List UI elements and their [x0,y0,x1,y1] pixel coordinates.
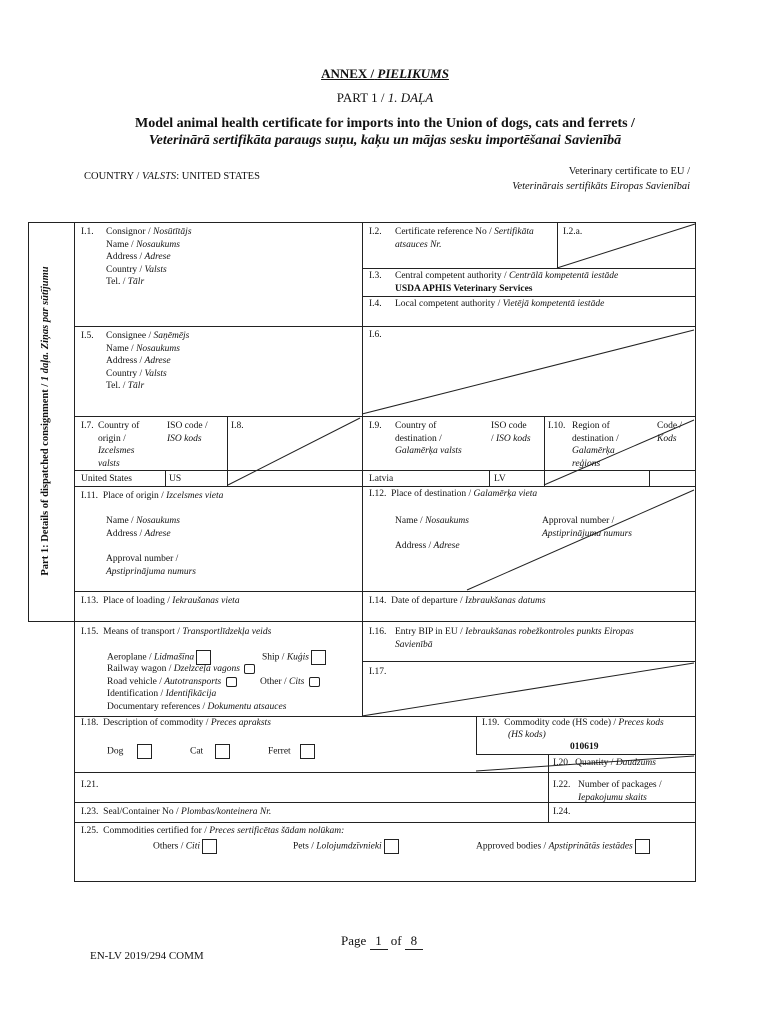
railway-checkbox[interactable] [244,664,255,674]
field-i16-entry-bip: Entry BIP in EU / Iebraukšanas robežkontroles punkts Eiropas Savienībā [395,627,634,650]
field-i1-labels: Consignor / Nosūtītājs Name / Nosaukums Address / Adrese Country / Valsts Tel. / Tālr [106,227,192,288]
field-i12-approval: Approval number / Apstiprinājuma numurs [542,516,632,539]
ship-checkbox[interactable] [311,650,326,665]
other-transport-checkbox[interactable] [309,677,320,687]
field-i6: I.6. [369,330,382,340]
commodity-ferret: Ferret [268,744,315,759]
field-i19-hs-label: (HS kods) [508,730,546,740]
document-reference: EN-LV 2019/294 COMM [90,950,204,962]
certified-others: Others / Citi [153,839,217,854]
field-i2a: I.2.a. [563,227,583,237]
commodity-cat: Cat [190,744,230,759]
transport-ship: Ship / Kuģis [262,650,326,665]
field-i4-local-authority: Local competent authority / Vietējā kompetentā iestāde [395,299,605,309]
destination-iso-value: LV [494,474,506,484]
field-i9-country-of-destination: Country of destination / Galamērķa valsts [395,421,462,457]
field-i10-code: Code / Kods [657,421,683,444]
central-authority-value: USDA APHIS Veterinary Services [395,283,533,294]
certificate-title: Model animal health certificate for imports into the Union of dogs, cats and ferrets / Veterinārā sertifikāta paraugs suņu, kaķu un mājas sesku importēšanai Savienībā [135,116,635,148]
part-heading: PART 1 / 1. DAĻA [336,90,434,105]
field-i5-consignee: Consignee / Saņēmējs Name / Nosaukums Address / Adrese Country / Valsts Tel. / Tālr [106,331,190,392]
field-i23-seal: I.23. Seal/Container No / Plombas/konteinera Nr. [81,807,272,817]
field-i19-hs-code: I.19. Commodity code (HS code) / Preces kods [482,718,664,728]
transport-other: Other / Cits [260,676,320,689]
field-i10-num: I.10. [548,421,566,431]
ferret-checkbox[interactable] [300,744,315,759]
cat-checkbox[interactable] [215,744,230,759]
field-i21: I.21. [81,780,99,790]
country-line: COUNTRY / VALSTS: UNITED STATES [84,171,260,182]
field-i2-num: I.2. [369,227,382,237]
hs-code-value: 010619 [570,742,599,752]
field-i8: I.8. [231,421,244,431]
field-i7-num: I.7. [81,421,94,431]
field-i7-country-of-origin: Country of origin / Izcelsmes valsts [98,421,140,469]
others-checkbox[interactable] [202,839,217,854]
field-i9-iso: ISO code / ISO kods [491,421,531,444]
field-i16-num: I.16. [369,627,387,637]
field-i22-packages: Number of packages / Iepakojumu skaits [578,780,662,803]
field-i1-consignor: I.1. [81,227,94,237]
field-i7-iso: ISO code / ISO kods [167,421,208,444]
field-i12-name: Name / Nosaukums [395,516,469,526]
transport-aeroplane: Aeroplane / Lidmašīna [107,650,211,665]
field-i15-means-of-transport: I.15. Means of transport / Transportlīdzekļa veids [81,627,272,637]
field-i20-quantity: I.20. Quantity / Daudzums [553,758,656,768]
destination-country-value: Latvia [369,474,394,484]
field-i11-details: Name / Nosaukums Address / Adrese [106,516,180,539]
field-i25-certified-for: I.25. Commodities certified for / Preces sertificētas šādam nolūkam: [81,826,345,836]
road-vehicle-checkbox[interactable] [226,677,237,687]
certified-pets: Pets / Lolojumdzīvnieki [293,839,399,854]
field-i14-date-of-departure: I.14. Date of departure / Izbraukšanas datums [369,596,546,606]
field-i11-place-of-origin: I.11. Place of origin / Izcelsmes vieta [81,491,224,501]
transport-documentary-references: Documentary references / Dokumentu atsauces [107,702,287,712]
commodity-dog: Dog [107,744,152,759]
annex-heading: ANNEX / PIELIKUMS [321,66,449,81]
pets-checkbox[interactable] [384,839,399,854]
origin-country-value: United States [81,474,132,484]
field-i3-central-authority: Central competent authority / Centrālā kompetentā iestāde USDA APHIS Veterinary Services [395,271,619,294]
page-number: Page 1 of 8 [341,933,423,950]
origin-iso-value: US [169,474,182,484]
transport-identification: Identification / Identifikācija [107,689,217,699]
field-i11-approval: Approval number / Apstiprinājuma numurs [106,554,196,577]
vet-cert-label: Veterinary certificate to EU / Veterinārais sertifikāts Eiropas Savienībai [512,166,690,192]
field-i3-num: I.3. [369,271,382,281]
field-i13-place-of-loading: I.13. Place of loading / Iekraušanas vieta [81,596,240,606]
field-i5-num: I.5. [81,331,94,341]
approved-bodies-checkbox[interactable] [635,839,650,854]
field-i4-num: I.4. [369,299,382,309]
dog-checkbox[interactable] [137,744,152,759]
field-i17: I.17. [369,667,387,677]
field-i24: I.24. [553,807,571,817]
field-i12-place-of-destination: I.12. Place of destination / Galamērķa vieta [369,489,538,499]
part1-side-label: Part 1: Details of dispatched consignment / 1 daļa. Ziņas par sūtījumu [40,266,51,576]
field-i10-region-of-destination: Region of destination / Galamērķa reģions [572,421,619,469]
field-i12-address: Address / Adrese [395,541,460,551]
certified-approved-bodies: Approved bodies / Apstiprinātās iestādes [476,839,650,854]
field-i18-description: I.18. Description of commodity / Preces apraksts [81,718,271,728]
transport-rail: Railway wagon / Dzelzceļa vagons [107,663,255,676]
field-i22-num: I.22. [553,780,571,790]
transport-road: Road vehicle / Autotransports [107,676,237,689]
field-i2-certificate-ref: Certificate reference No / Sertifikāta atsauces Nr. [395,227,534,250]
field-i9-num: I.9. [369,421,382,431]
